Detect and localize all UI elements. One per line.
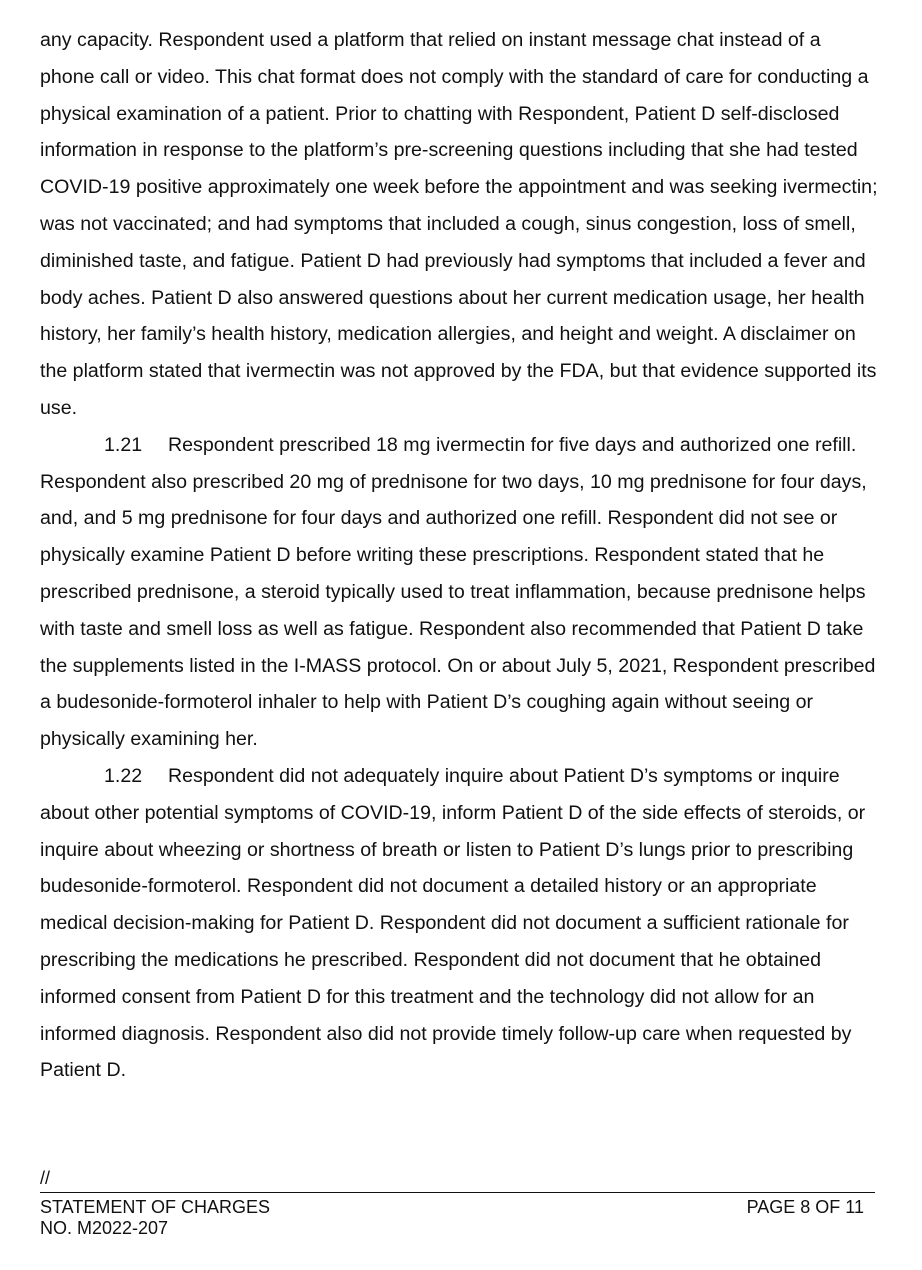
footer-page-number: PAGE 8 OF 11 [746, 1197, 864, 1217]
paragraph-1-22 [40, 758, 880, 1089]
paragraph-continued [40, 22, 880, 427]
footer-case-number: NO. M2022-207 [40, 1218, 169, 1238]
paragraph-continued-text: any capacity. Respondent used a platform that relied on instant message chat instead of a phone call or video. This chat format does not comply with the standard of care for conducting a physical examination of a patient. Prior to chatting with Respondent, Patient D self-disclosed information in response to the platform’s pre-screening questions including that she had tested COVID-19 positive approximately one week before the appointment and was seeking ivermectin; was not vaccinated; and had symptoms that included a cough, sinus congestion, loss of smell, diminished taste, and fatigue. Patient D had previously had symptoms that included a fever and body aches. Patient D also answered questions about her current medication usage, her health history, her family’s health history, medication allergies, and height and weight. A disclaimer on the platform stated that ivermectin was not approved by the FDA, but that evidence supported its use. [40, 29, 878, 419]
paragraph-text: Respondent prescribed 18 mg ivermectin for five days and authorized one refill. Respondent also prescribed 20 mg of prednisone for two days, 10 mg prednisone for four days, and, and 5 mg prednisone for four days and authorized one refill. Respondent did not see or physically examine Patient D before writing these prescriptions. Respondent stated that he prescribed prednisone, a steroid typically used to treat inflammation, because prednisone helps with taste and smell loss as well as fatigue. Respondent also recommended that Patient D take the supplements listed in the I-MASS protocol. On or about July 5, 2021, Respondent prescribed a budesonide-formoterol inhaler to help with Patient D’s coughing again without seeing or physically examining her. [40, 433, 876, 751]
continuation-mark: // [40, 1168, 51, 1188]
paragraph-text: Respondent did not adequately inquire about Patient D’s symptoms or inquire about other potential symptoms of COVID-19, inform Patient D of the side effects of steroids, or inquire about wheezing or shortness of breath or listen to Patient D’s lungs prior to prescribing budesonide-formoterol. Respondent did not document a detailed history or an appropriate medical decision-making for Patient D. Respondent did not document a sufficient rationale for prescribing the medications he prescribed. Respondent did not document that he obtained informed consent from Patient D for this treatment and the technology did not allow for an informed diagnosis. Respondent also did not provide timely follow-up care when requested by Patient D. [40, 764, 866, 1082]
paragraph-number: 1.22 [104, 764, 143, 787]
footer-title: STATEMENT OF CHARGES [40, 1197, 271, 1217]
paragraph-number: 1.21 [104, 433, 143, 456]
paragraph-1-21 [40, 427, 880, 758]
footer-divider [40, 1192, 875, 1193]
document-body [40, 22, 880, 1089]
footer-left [40, 1197, 270, 1239]
